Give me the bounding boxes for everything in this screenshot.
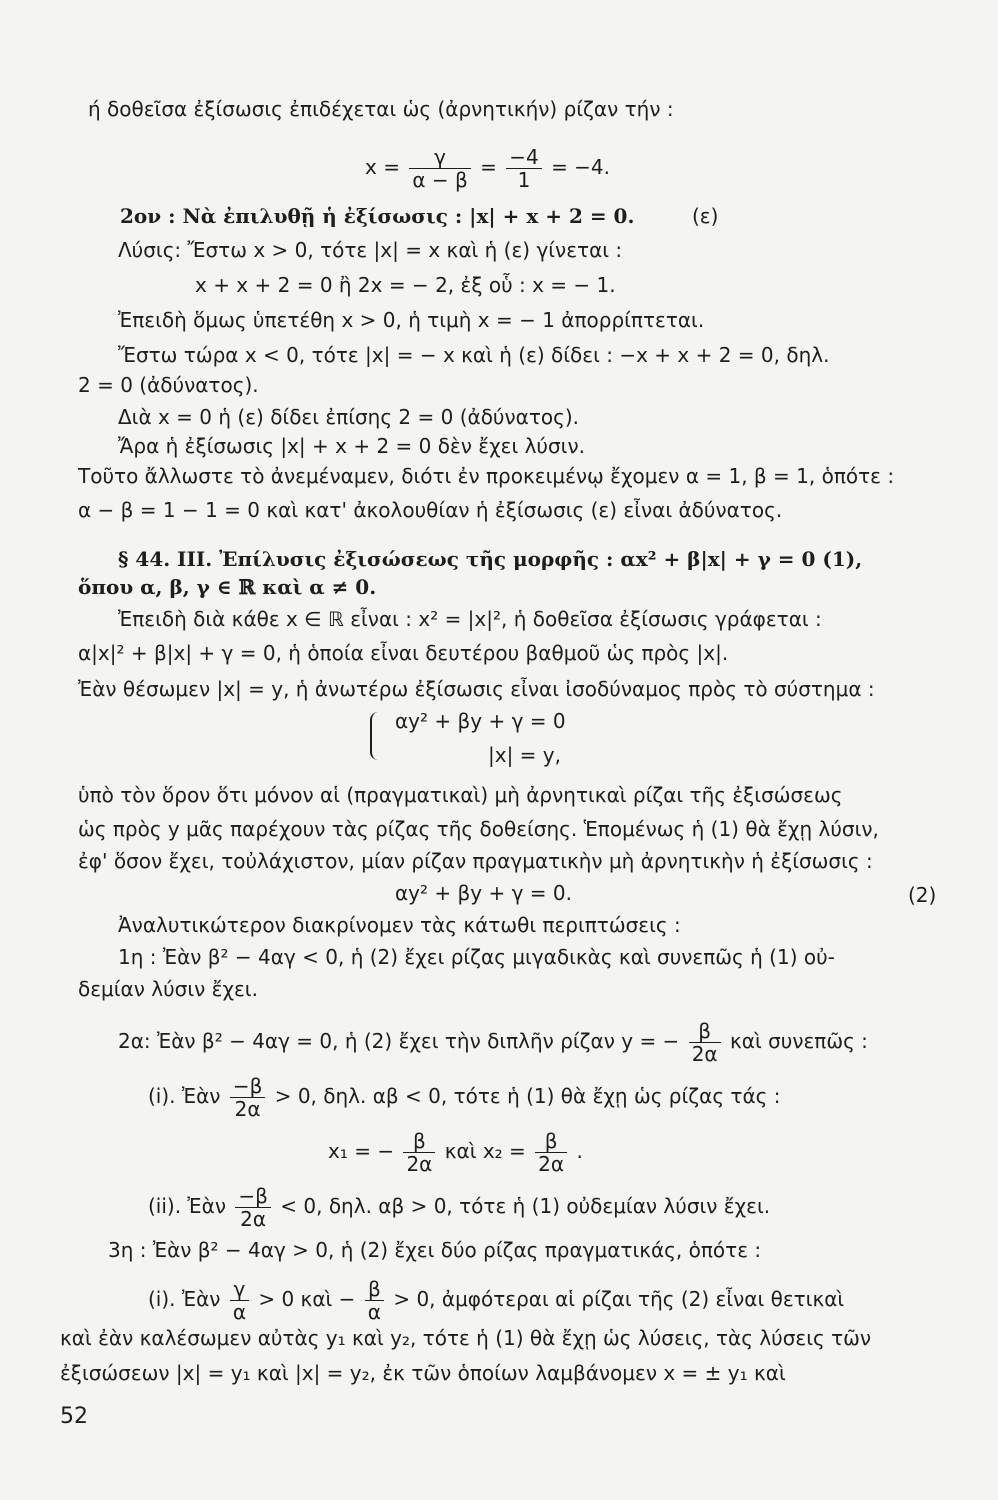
text-line: Ἐπειδὴ διὰ κάθε x ∈ ℝ εἶναι : x² = |x|², ἡ δοθεῖσα ἐξίσωσις γράφεται : — [118, 607, 822, 631]
equation-label: (ε) — [692, 204, 719, 228]
root-x1: x₁ = − — [328, 1139, 395, 1163]
text-line: δεμίαν λύσιν ἔχει. — [78, 977, 258, 1001]
problem-heading: 2ον : Νὰ ἐπιλυθῇ ἡ ἐξίσωσις : |x| + x + 2 = 0. — [120, 204, 635, 228]
text-line: α|x|² + β|x| + γ = 0, ἡ ὁποία εἶναι δευτέρου βαθμοῦ ὡς πρὸς |x|. — [78, 641, 729, 665]
sub-label: (i). Ἐὰν — [148, 1287, 221, 1311]
text-line: α − β = 1 − 1 = 0 καὶ κατ' ἀκολουθίαν ἡ ἐξίσωσις (ε) εἶναι ἀδύνατος. — [78, 498, 783, 522]
numerator: −β — [230, 1075, 266, 1098]
fraction — [365, 1278, 384, 1323]
denominator: 2α — [538, 1152, 565, 1176]
system-brace — [370, 712, 384, 760]
denominator: 2α — [406, 1152, 433, 1176]
equation-label: (2) — [908, 883, 937, 907]
text-line: Ἔστω τώρα x < 0, τότε |x| = − x καὶ ἡ (ε) δίδει : −x + x + 2 = 0, δηλ. — [118, 343, 830, 367]
equation-2: αy² + βy + γ = 0. — [395, 881, 572, 905]
denominator: 2α — [234, 1097, 261, 1121]
text-line: ὡς πρὸς y μᾶς παρέχουν τὰς ρίζας τῆς δοθείσης. Ἑπομένως ἡ (1) θὰ ἔχῃ λύσιν, — [78, 817, 879, 841]
fraction — [409, 146, 470, 191]
fraction — [535, 1130, 567, 1175]
sub-label: (ii). Ἐὰν — [148, 1194, 227, 1218]
text-line: Ἐπειδὴ ὅμως ὑπετέθη x > 0, ἡ τιμὴ x = − 1 ἀπορρίπτεται. — [118, 308, 705, 332]
text-line: ὑπὸ τὸν ὅρον ὅτι μόνον αἱ (πραγματικαὶ) μὴ ἀρνητικαὶ ρίζαι τῆς ἐξισώσεως — [78, 783, 843, 807]
eq-lhs: x = — [365, 155, 400, 179]
text-line: καὶ ἐὰν καλέσωμεν αὐτὰς y₁ καὶ y₂, τότε ἡ (1) θὰ ἔχῃ ὡς λύσεις, τὰς λύσεις τῶν — [60, 1326, 872, 1350]
text-line: Τοῦτο ἄλλωστε τὸ ἀνεμέναμεν, διότι ἐν προκειμένῳ ἔχομεν α = 1, β = 1, ὁπότε : — [78, 464, 895, 488]
text-line: Διὰ x = 0 ἡ (ε) δίδει ἐπίσης 2 = 0 (ἀδύνατος). — [118, 405, 580, 429]
denominator: α — [367, 1300, 381, 1324]
numerator: β — [689, 1020, 721, 1043]
case-2 — [118, 1020, 868, 1065]
denominator: 1 — [517, 168, 531, 192]
text-line: Ἄρα ἡ ἐξίσωσις |x| + x + 2 = 0 δὲν ἔχει λύσιν. — [118, 434, 585, 458]
case-2-text-end: καὶ συνεπῶς : — [729, 1029, 868, 1053]
numerator: −β — [235, 1185, 271, 1208]
text-line: ἐφ' ὅσον ἔχει, τοὐλάχιστον, μίαν ρίζαν πραγματικὴν μὴ ἀρνητικὴν ἡ ἐξίσωσις : — [78, 849, 873, 873]
text-line: Ἐὰν θέσωμεν |x| = y, ἡ ἀνωτέρω ἐξίσωσις εἶναι ἰσοδύναμος πρὸς τὸ σύστημα : — [78, 677, 875, 701]
sub-text: > 0 καὶ − — [258, 1287, 356, 1311]
text-line: 2 = 0 (ἀδύνατος). — [78, 373, 259, 397]
eq-end: = −4. — [551, 155, 611, 179]
case-3-i — [148, 1278, 844, 1323]
fraction — [689, 1020, 721, 1065]
system-eq-1: αy² + βy + γ = 0 — [395, 709, 566, 733]
denominator: 2α — [691, 1042, 718, 1066]
root-x2: καὶ x₂ = — [444, 1139, 526, 1163]
numerator: −4 — [506, 146, 541, 169]
case-1: 1η : Ἐὰν β² − 4αγ < 0, ἡ (2) ἔχει ρίζας μιγαδικὰς καὶ συνεπῶς ἡ (1) οὐ- — [118, 945, 835, 969]
sub-text: > 0, δηλ. αβ < 0, τότε ἡ (1) θὰ ἔχῃ ὡς ρίζας τάς : — [274, 1084, 781, 1108]
sub-text-end: > 0, ἀμφότεραι αἱ ρίζαι τῆς (2) εἶναι θετικαὶ — [393, 1287, 845, 1311]
denominator: α — [232, 1300, 246, 1324]
numerator: β — [403, 1130, 435, 1153]
numerator: γ — [230, 1278, 249, 1301]
fraction — [403, 1130, 435, 1175]
case-2-i — [148, 1075, 780, 1120]
text-line: x + x + 2 = 0 ἢ 2x = − 2, ἐξ οὗ : x = − 1. — [195, 273, 616, 297]
fraction — [235, 1185, 271, 1230]
fraction — [506, 146, 541, 191]
section-heading: § 44. III. Ἐπίλυσις ἐξισώσεως τῆς μορφῆς : αx² + β|x| + γ = 0 (1), — [118, 547, 863, 571]
equation-x — [365, 146, 610, 191]
numerator: β — [535, 1130, 567, 1153]
text-line: ἐξισώσεων |x| = y₁ καὶ |x| = y₂, ἐκ τῶν ὁποίων λαμβάνομεν x = ± y₁ καὶ — [60, 1361, 786, 1385]
denominator: α − β — [412, 168, 468, 192]
denominator: 2α — [240, 1207, 267, 1231]
text-line: ή δοθεῖσα ἐξίσωσις ἐπιδέχεται ὡς (ἀρνητικήν) ρίζαν τήν : — [88, 97, 674, 121]
text-line: Λύσις: Ἔστω x > 0, τότε |x| = x καὶ ἡ (ε) γίνεται : — [118, 238, 623, 262]
page-number: 52 — [60, 1404, 88, 1429]
eq-mid: = — [480, 155, 497, 179]
numerator: γ — [409, 146, 470, 169]
text-line: Ἀναλυτικώτερον διακρίνομεν τὰς κάτωθι περιπτώσεις : — [118, 913, 681, 937]
system-eq-2: |x| = y, — [488, 743, 561, 767]
sub-text: < 0, δηλ. αβ > 0, τότε ἡ (1) οὐδεμίαν λύσιν ἔχει. — [280, 1194, 771, 1218]
fraction — [230, 1278, 249, 1323]
roots-line — [328, 1130, 583, 1175]
period: . — [576, 1139, 583, 1163]
case-2-ii — [148, 1185, 770, 1230]
section-heading-cont: ὅπου α, β, γ ∈ ℝ καὶ α ≠ 0. — [78, 575, 377, 599]
numerator: β — [365, 1278, 384, 1301]
sub-label: (i). Ἐὰν — [148, 1084, 221, 1108]
case-2-text: 2α: Ἐὰν β² − 4αγ = 0, ἡ (2) ἔχει τὴν διπλῆν ρίζαν y = − — [118, 1029, 680, 1053]
fraction — [230, 1075, 266, 1120]
case-3: 3η : Ἐὰν β² − 4αγ > 0, ἡ (2) ἔχει δύο ρίζας πραγματικάς, ὁπότε : — [108, 1238, 762, 1262]
